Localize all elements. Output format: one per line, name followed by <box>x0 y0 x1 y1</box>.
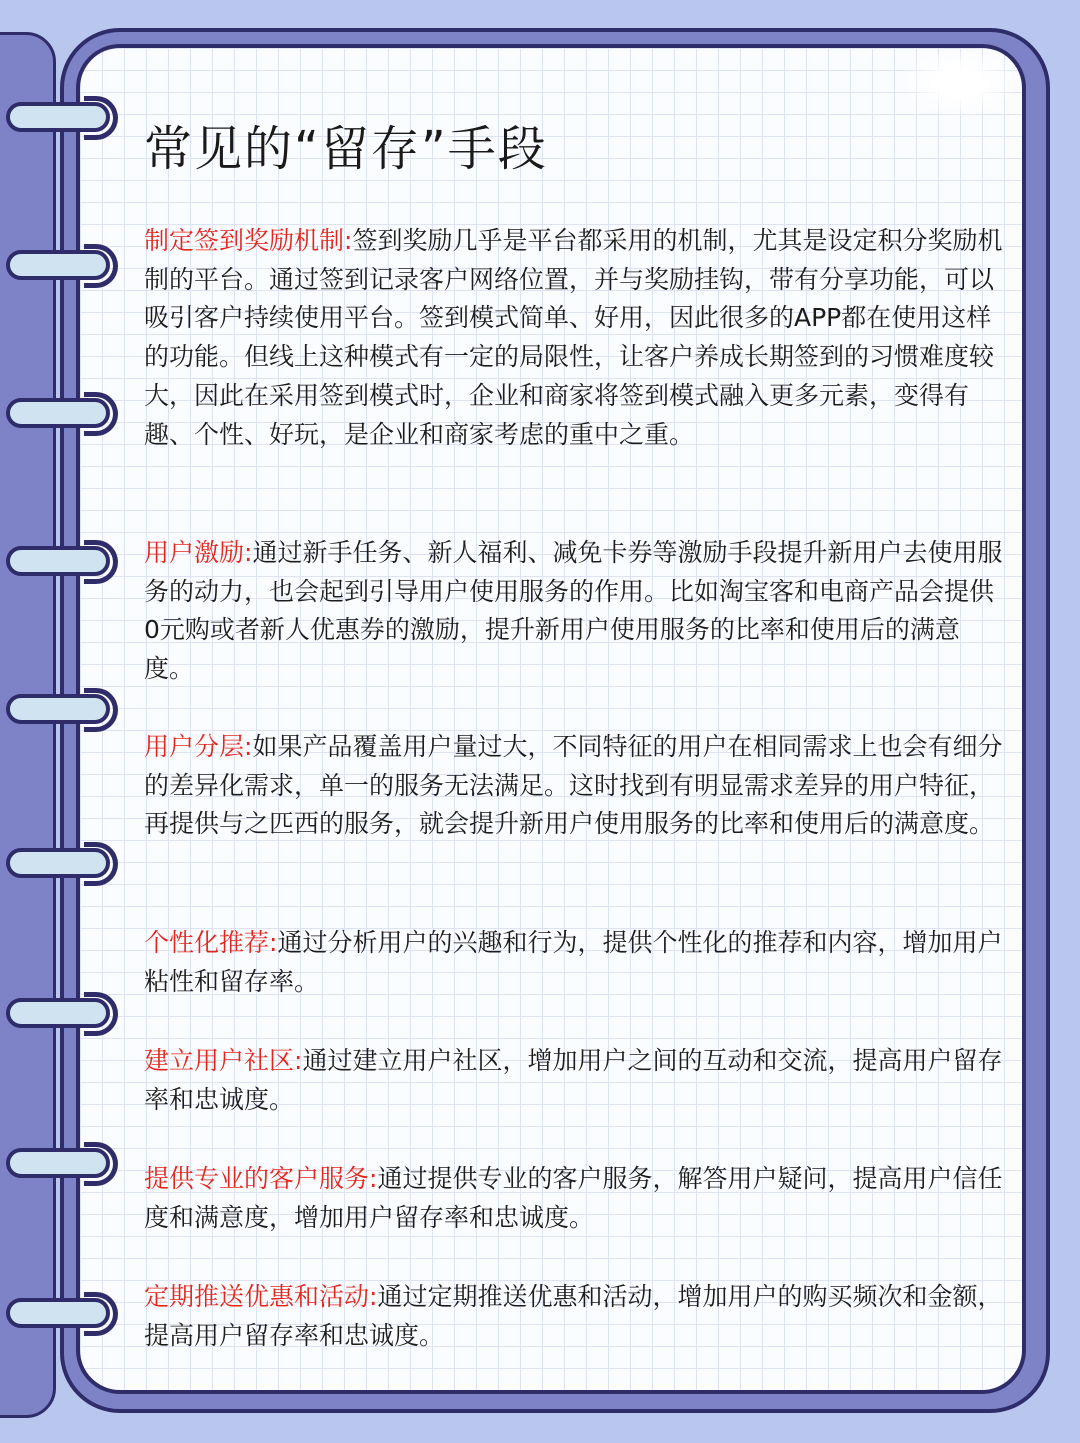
section-body: 通过新手任务、新人福利、减免卡券等激励手段提升新用户去使用服务的动力，也会起到引导用户使用服务的作用。比如淘宝客和电商产品会提供0元购或者新人优惠券的激励，提升新用户使用服务的比率和使用后的满意度。 <box>144 538 1003 684</box>
content-area <box>144 222 1004 1356</box>
section-user-incentive <box>144 534 1004 690</box>
notebook-page <box>76 44 1026 1394</box>
section-heading: 用户激励: <box>144 538 253 567</box>
section-body: 如果产品覆盖用户量过大，不同特征的用户在相同需求上也会有细分的差异化需求，单一的服务无法满足。这时找到有明显需求差异的用户特征，再提供与之匹西的服务，就会提升新用户使用服务的比率和使用后的满意度。 <box>144 732 1003 839</box>
section-promotions <box>144 1278 1004 1356</box>
corner-watermark-blur <box>900 48 1020 118</box>
binding-ring <box>6 1298 116 1334</box>
binding-ring <box>6 250 116 286</box>
section-checkin-reward <box>144 222 1004 494</box>
binding-ring <box>6 1148 116 1184</box>
section-heading: 个性化推荐: <box>144 928 278 957</box>
section-customer-service <box>144 1160 1004 1238</box>
section-heading: 制定签到奖励机制: <box>144 226 353 255</box>
binding-ring <box>6 848 116 884</box>
section-heading: 提供专业的客户服务: <box>144 1164 378 1193</box>
section-heading: 建立用户社区: <box>144 1046 303 1075</box>
binding-ring <box>6 398 116 434</box>
section-body: 签到奖励几乎是平台都采用的机制，尤其是设定积分奖励机制的平台。通过签到记录客户网络位置，并与奖励挂钩，带有分享功能，可以吸引客户持续使用平台。签到模式简单、好用，因此很多的APP都在使用这样的功能。但线上这种模式有一定的局限性，让客户养成长期签到的习惯难度较大，因此在采用签到模式时，企业和商家将签到模式融入更多元素，变得有趣、个性、好玩，是企业和商家考虑的重中之重。 <box>144 226 1003 449</box>
section-body: 通过提供专业的客户服务，解答用户疑问，提高用户信任度和满意度，增加用户留存率和忠诚度。 <box>144 1164 1003 1232</box>
binding-ring <box>6 694 116 730</box>
binding-ring <box>6 998 116 1034</box>
section-user-segmentation <box>144 728 1004 884</box>
section-body: 通过建立用户社区，增加用户之间的互动和交流，提高用户留存率和忠诚度。 <box>144 1046 1003 1114</box>
section-personalized-recommendation <box>144 924 1004 1002</box>
binding-ring <box>6 546 116 582</box>
section-body: 通过定期推送优惠和活动，增加用户的购买频次和金额，提高用户留存率和忠诚度。 <box>144 1282 1003 1350</box>
section-body: 通过分析用户的兴趣和行为，提供个性化的推荐和内容，增加用户粘性和留存率。 <box>144 928 1003 996</box>
section-heading: 定期推送优惠和活动: <box>144 1282 378 1311</box>
binding-ring <box>6 102 116 138</box>
page-title: 常见的“留存”手段 <box>144 121 548 177</box>
section-heading: 用户分层: <box>144 732 253 761</box>
section-user-community <box>144 1042 1004 1120</box>
